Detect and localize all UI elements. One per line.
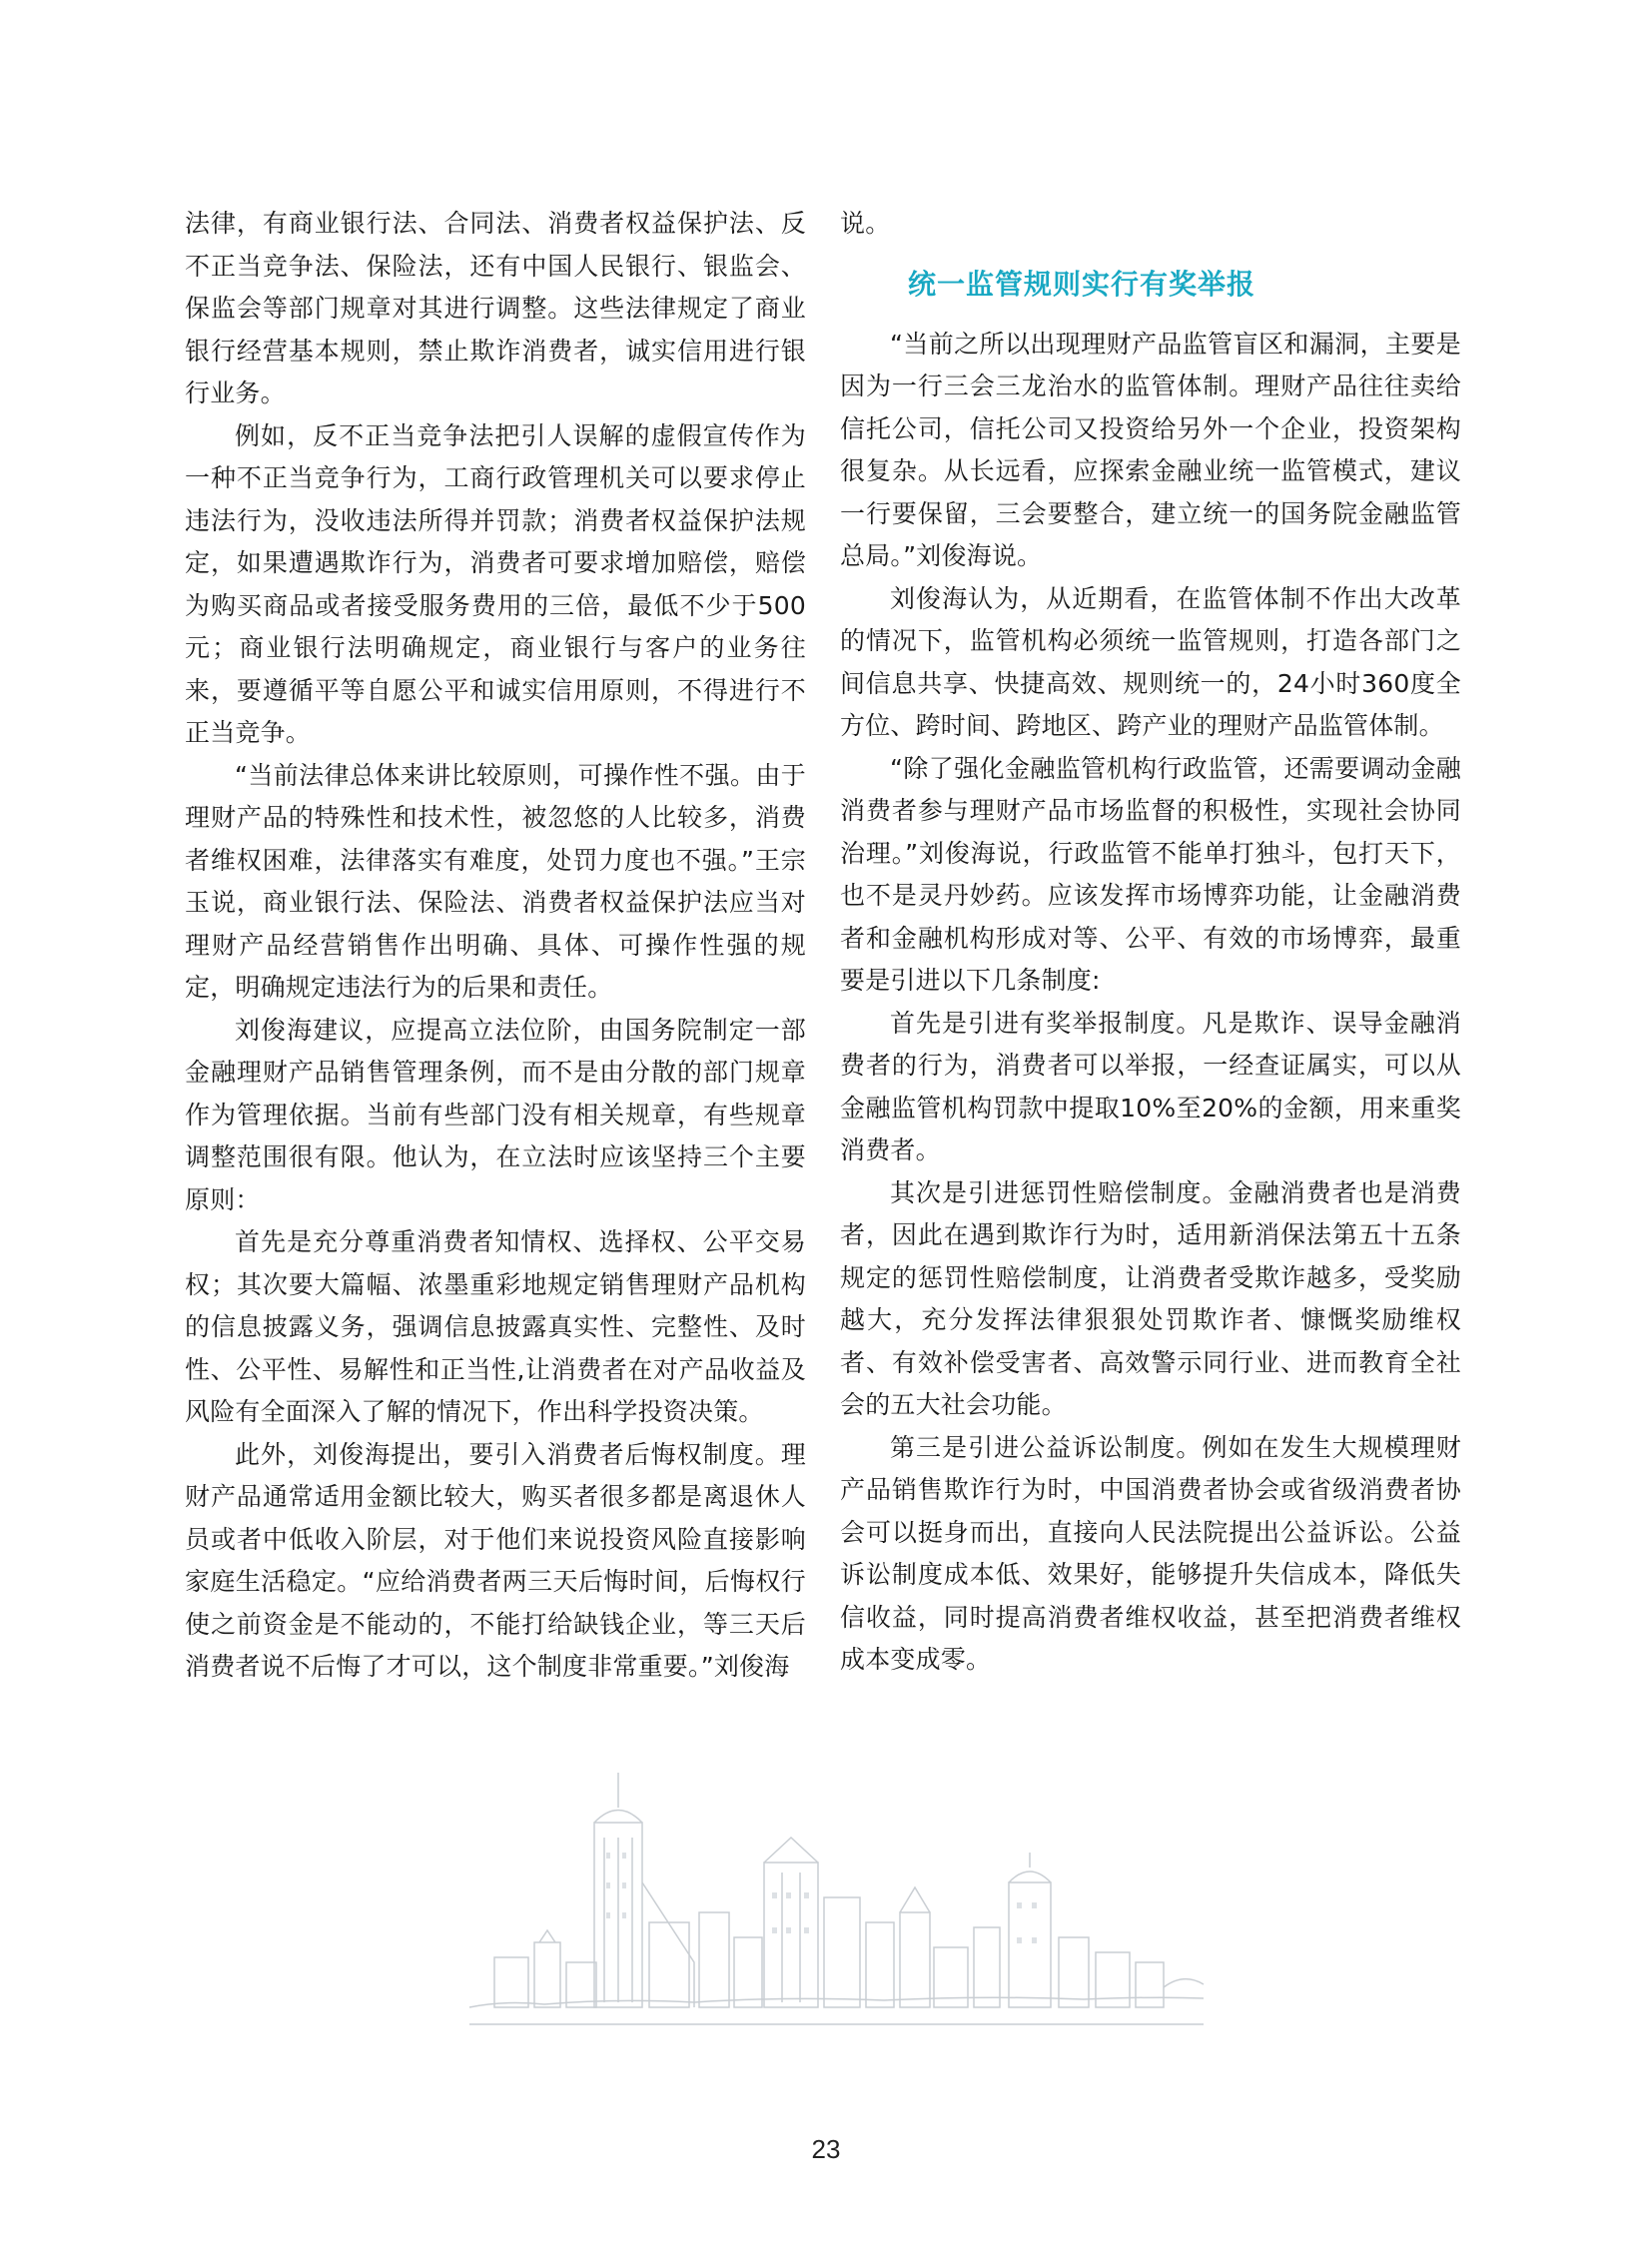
paragraph: 法律，有商业银行法、合同法、消费者权益保护法、反不正当竞争法、保险法，还有中国人民银行、银监会、保监会等部门规章对其进行调整。这些法律规定了商业银行经营基本规则，禁止欺诈消费者，诚实信用进行银行业务。 bbox=[185, 209, 806, 407]
paragraph: “当前法律总体来讲比较原则，可操作性不强。由于理财产品的特殊性和技术性，被忽悠的人比较多，消费者维权困难，法律落实有难度，处罚力度也不强。”王宗玉说，商业银行法、保险法、消费者权益保护法应当对理财产品经营销售作出明确、具体、可操作性强的规定，明确规定违法行为的后果和责任。 bbox=[185, 760, 806, 1002]
paragraph: 此外，刘俊海提出，要引入消费者后悔权制度。理财产品通常适用金额比较大，购买者很多都是离退休人员或者中低收入阶层，对于他们来说投资风险直接影响家庭生活稳定。“应给消费者两三天后悔时间，后悔权行使之前资金是不能动的，不能打给缺钱企业，等三天后消费者说不后悔了才可以，这个制度非常重要。”刘俊海 bbox=[185, 1439, 806, 1681]
right-column bbox=[840, 203, 1461, 1682]
paragraph-continuation: 说。 bbox=[840, 209, 891, 238]
paragraph: 刘俊海建议，应提高立法位阶，由国务院制定一部金融理财产品销售管理条例，而不是由分散的部门规章作为管理依据。当前有些部门没有相关规章，有些规章调整范围很有限。他认为，在立法时应该坚持三个主要原则： bbox=[185, 1015, 806, 1214]
paragraph: 例如，反不正当竞争法把引人误解的虚假宣传作为一种不正当竞争行为，工商行政管理机关可以要求停止违法行为，没收违法所得并罚款；消费者权益保护法规定，如果遭遇欺诈行为，消费者可要求增加赔偿，赔偿为购买商品或者接受服务费用的三倍，最低不少于500元；商业银行法明确规定，商业银行与客户的业务往来，要遵循平等自愿公平和诚实信用原则，不得进行不正当竞争。 bbox=[185, 420, 806, 747]
section-heading: 统一监管规则实行有奖举报 bbox=[908, 267, 1256, 301]
paragraph: 首先是充分尊重消费者知情权、选择权、公平交易权；其次要大篇幅、浓墨重彩地规定销售理财产品机构的信息披露义务，强调信息披露真实性、完整性、及时性、公平性、易解性和正当性,让消费者在对产品收益及风险有全面深入了解的情况下，作出科学投资决策。 bbox=[185, 1227, 806, 1426]
paragraph: “除了强化金融监管机构行政监管，还需要调动金融消费者参与理财产品市场监督的积极性，实现社会协同治理。”刘俊海说，行政监管不能单打独斗，包打天下，也不是灵丹妙药。应该发挥市场博弈功能，让金融消费者和金融机构形成对等、公平、有效的市场博弈，最重要是引进以下几条制度: bbox=[840, 753, 1461, 995]
city-skyline-illustration bbox=[464, 1763, 1209, 2062]
paragraph: 刘俊海认为，从近期看，在监管体制不作出大改革的情况下，监管机构必须统一监管规则，打造各部门之间信息共享、快捷高效、规则统一的，24小时360度全方位、跨时间、跨地区、跨产业的理财产品监管体制。 bbox=[840, 583, 1461, 740]
paragraph: 第三是引进公益诉讼制度。例如在发生大规模理财产品销售欺诈行为时，中国消费者协会或省级消费者协会可以挺身而出，直接向人民法院提出公益诉讼。公益诉讼制度成本低、效果好，能够提升失信成本，降低失信收益，同时提高消费者维权收益，甚至把消费者维权成本变成零。 bbox=[840, 1432, 1461, 1674]
paragraph: 首先是引进有奖举报制度。凡是欺诈、误导金融消费者的行为，消费者可以举报，一经查证属实，可以从金融监管机构罚款中提取10%至20%的金额，用来重奖消费者。 bbox=[840, 1008, 1461, 1164]
page-number: 23 bbox=[811, 2134, 841, 2164]
left-column bbox=[185, 203, 806, 1689]
paragraph: 其次是引进惩罚性赔偿制度。金融消费者也是消费者，因此在遇到欺诈行为时，适用新消保法第五十五条规定的惩罚性赔偿制度，让消费者受欺诈越多，受奖励越大，充分发挥法律狠狠处罚欺诈者、慷慨奖励维权者、有效补偿受害者、高效警示同行业、进而教育全社会的五大社会功能。 bbox=[840, 1177, 1461, 1419]
paragraph: “当前之所以出现理财产品监管盲区和漏洞，主要是因为一行三会三龙治水的监管体制。理财产品往往卖给信托公司，信托公司又投资给另外一个企业，投资架构很复杂。从长远看，应探索金融业统一监管模式，建议一行要保留，三会要整合，建立统一的国务院金融监管总局。”刘俊海说。 bbox=[840, 329, 1461, 570]
